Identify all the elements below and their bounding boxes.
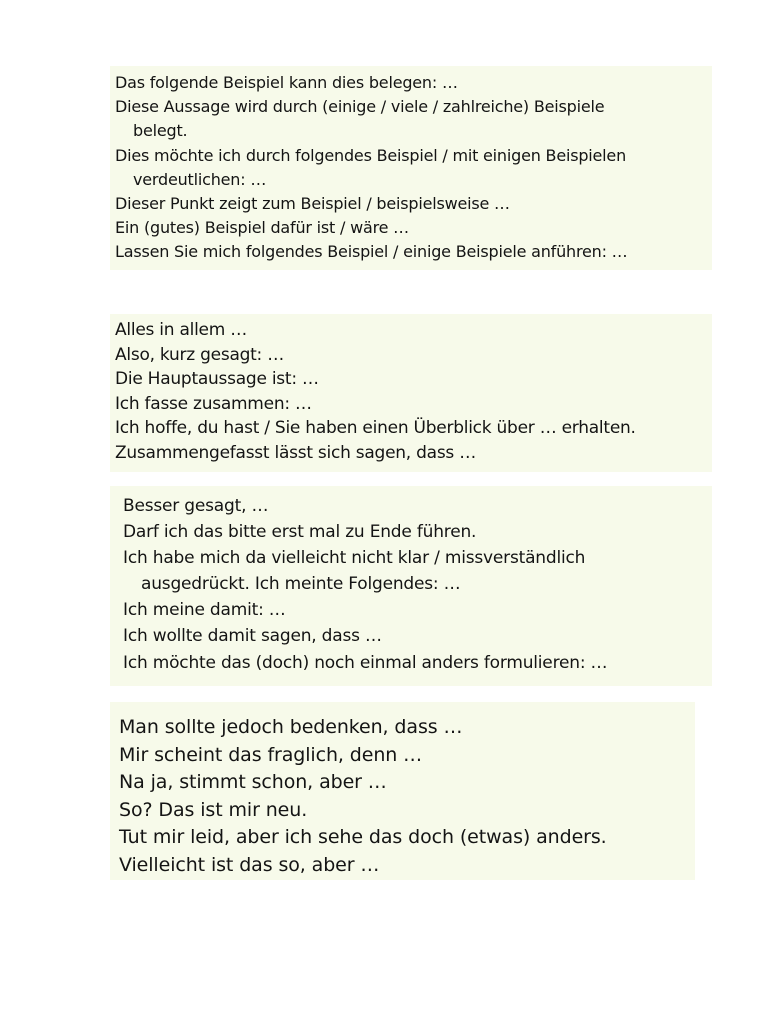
phrase-line: Ich fasse zusammen: … (115, 393, 312, 414)
phrase-line: Mir scheint das fraglich, denn … (119, 743, 423, 766)
phrase-line: Ich habe mich da vielleicht nicht klar / missverständlich (123, 548, 586, 569)
phrase-line: Lassen Sie mich folgendes Beispiel / einige Beispiele anführen: … (115, 242, 628, 262)
phrase-line: So? Das ist mir neu. (119, 798, 308, 821)
phrase-line: Also, kurz gesagt: … (115, 344, 284, 365)
phrase-line: Ich meine damit: … (123, 600, 286, 621)
phrase-line: Zusammengefasst lässt sich sagen, dass … (115, 442, 476, 463)
phrase-line: Alles in allem … (115, 320, 247, 340)
phrase-line: Ich möchte das (doch) noch einmal anders formulieren: … (123, 652, 608, 673)
phrase-line: Na ja, stimmt schon, aber … (119, 771, 387, 794)
phrase-line: Dieser Punkt zeigt zum Beispiel / beispielsweise … (115, 194, 510, 214)
phrase-line: Ein (gutes) Beispiel dafür ist / wäre … (115, 218, 409, 238)
phrase-line-continuation: belegt. (133, 121, 188, 141)
phrase-box-summary (110, 314, 712, 472)
phrase-box-objection (110, 702, 695, 880)
phrase-box-clarification (110, 486, 712, 686)
phrase-line-continuation: verdeutlichen: … (133, 169, 267, 189)
phrase-line: Darf ich das bitte erst mal zu Ende führen. (123, 522, 477, 543)
phrase-line: Diese Aussage wird durch (einige / viele / zahlreiche) Beispiele (115, 97, 605, 117)
phrase-line: Dies möchte ich durch folgendes Beispiel / mit einigen Beispielen (115, 145, 627, 165)
phrase-box-examples (110, 66, 712, 270)
phrase-line: Vielleicht ist das so, aber … (119, 853, 380, 876)
phrase-line: Die Hauptaussage ist: … (115, 369, 319, 390)
phrase-line-continuation: ausgedrückt. Ich meinte Folgendes: … (141, 574, 461, 595)
phrase-line: Das folgende Beispiel kann dies belegen: … (115, 73, 458, 92)
phrase-line: Ich wollte damit sagen, dass … (123, 626, 382, 647)
phrase-line: Besser gesagt, … (123, 496, 269, 516)
phrase-line: Ich hoffe, du hast / Sie haben einen Überblick über … erhalten. (115, 418, 636, 439)
phrase-line: Tut mir leid, aber ich sehe das doch (etwas) anders. (119, 826, 607, 849)
phrase-line: Man sollte jedoch bedenken, dass … (119, 716, 463, 738)
